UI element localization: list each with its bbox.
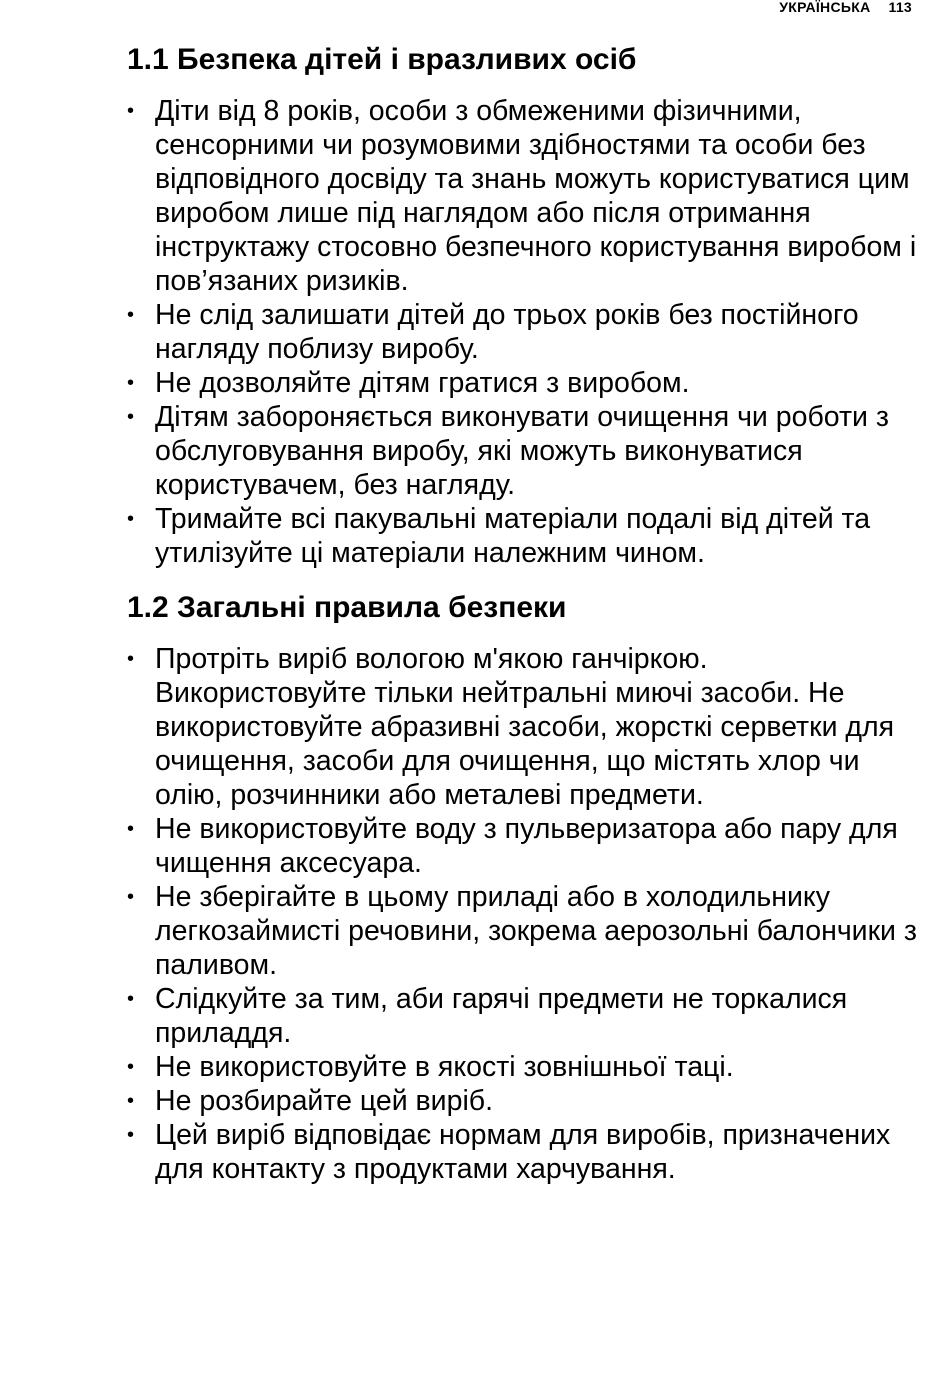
list-item-text: Слідкуйте за тим, аби гарячі предмети не торкалися приладдя.: [155, 983, 848, 1049]
list-item-text: Дітям забороняється виконувати очищення чи роботи з обслуговування виробу, які можуть виконуватися користувачем, без нагляду.: [155, 401, 889, 501]
page-content: [127, 40, 922, 1186]
bullet-icon: •: [127, 100, 135, 122]
bullet-icon: •: [127, 1124, 135, 1146]
list-item: [127, 880, 922, 982]
list-item-text: Не використовуйте в якості зовнішньої таці.: [155, 1051, 734, 1083]
list-item-text: Не слід залишати дітей до трьох років без постійного нагляду поблизу виробу.: [155, 299, 859, 365]
bullet-icon: •: [127, 648, 135, 670]
section-general-safety: [127, 588, 922, 1186]
list-item: [127, 400, 922, 502]
bullet-icon: •: [127, 988, 135, 1010]
bullet-icon: •: [127, 886, 135, 908]
header-language: УКРАЇНСЬКА: [779, 0, 871, 15]
list-item: [127, 298, 922, 366]
list-item: [127, 366, 922, 400]
list-item-text: Цей виріб відповідає нормам для виробів, призначених для контакту з продуктами харчування.: [155, 1119, 891, 1185]
list-item: [127, 982, 922, 1050]
list-item-text: Тримайте всі пакувальні матеріали подалі від дітей та утилізуйте ці матеріали належним чином.: [155, 503, 871, 569]
bullet-icon: •: [127, 508, 135, 530]
bullet-icon: •: [127, 1090, 135, 1112]
list-item-text: Не зберігайте в цьому приладі або в холодильнику легкозаймисті речовини, зокрема аерозольні балончики з паливом.: [155, 881, 917, 981]
bullet-icon: •: [127, 406, 135, 428]
list-item: [127, 812, 922, 880]
list-item-text: Не використовуйте воду з пульверизатора або пару для чищення аксесуара.: [155, 813, 898, 879]
list-item: [127, 502, 922, 570]
section-child-safety: [127, 40, 922, 570]
list-item: [127, 94, 922, 298]
list-item: [127, 1084, 922, 1118]
list-item: [127, 1118, 922, 1186]
bullet-list: [127, 94, 922, 570]
running-header: [779, 0, 912, 14]
page-number: 113: [888, 0, 912, 15]
section-title: 1.2 Загальні правила безпеки: [127, 591, 567, 624]
bullet-icon: •: [127, 304, 135, 326]
bullet-list: [127, 642, 922, 1186]
bullet-icon: •: [127, 372, 135, 394]
list-item-text: Не дозволяйте дітям гратися з виробом.: [155, 367, 690, 399]
list-item-text: Не розбирайте цей виріб.: [155, 1085, 494, 1117]
list-item-text: Діти від 8 років, особи з обмеженими фізичними, сенсорними чи розумовими здібностями та особи без відповідного досвіду та знань можуть користуватися цим виробом лише під наглядом або після отримання інструктажу стосовно безпечного користування виробом і пов’язаних ризиків.: [155, 95, 917, 297]
list-item: [127, 1050, 922, 1084]
bullet-icon: •: [127, 818, 135, 840]
section-title: 1.1 Безпека дітей і вразливих осіб: [127, 43, 637, 76]
list-item: [127, 642, 922, 812]
list-item-text: Протріть виріб вологою м'якою ганчіркою. Використовуйте тільки нейтральні миючі засоби. Не використовуйте абразивні засоби, жорсткі серветки для очищення, засоби для очищення, що містять хлор чи олію, розчинники або металеві предмети.: [155, 643, 895, 811]
bullet-icon: •: [127, 1056, 135, 1078]
